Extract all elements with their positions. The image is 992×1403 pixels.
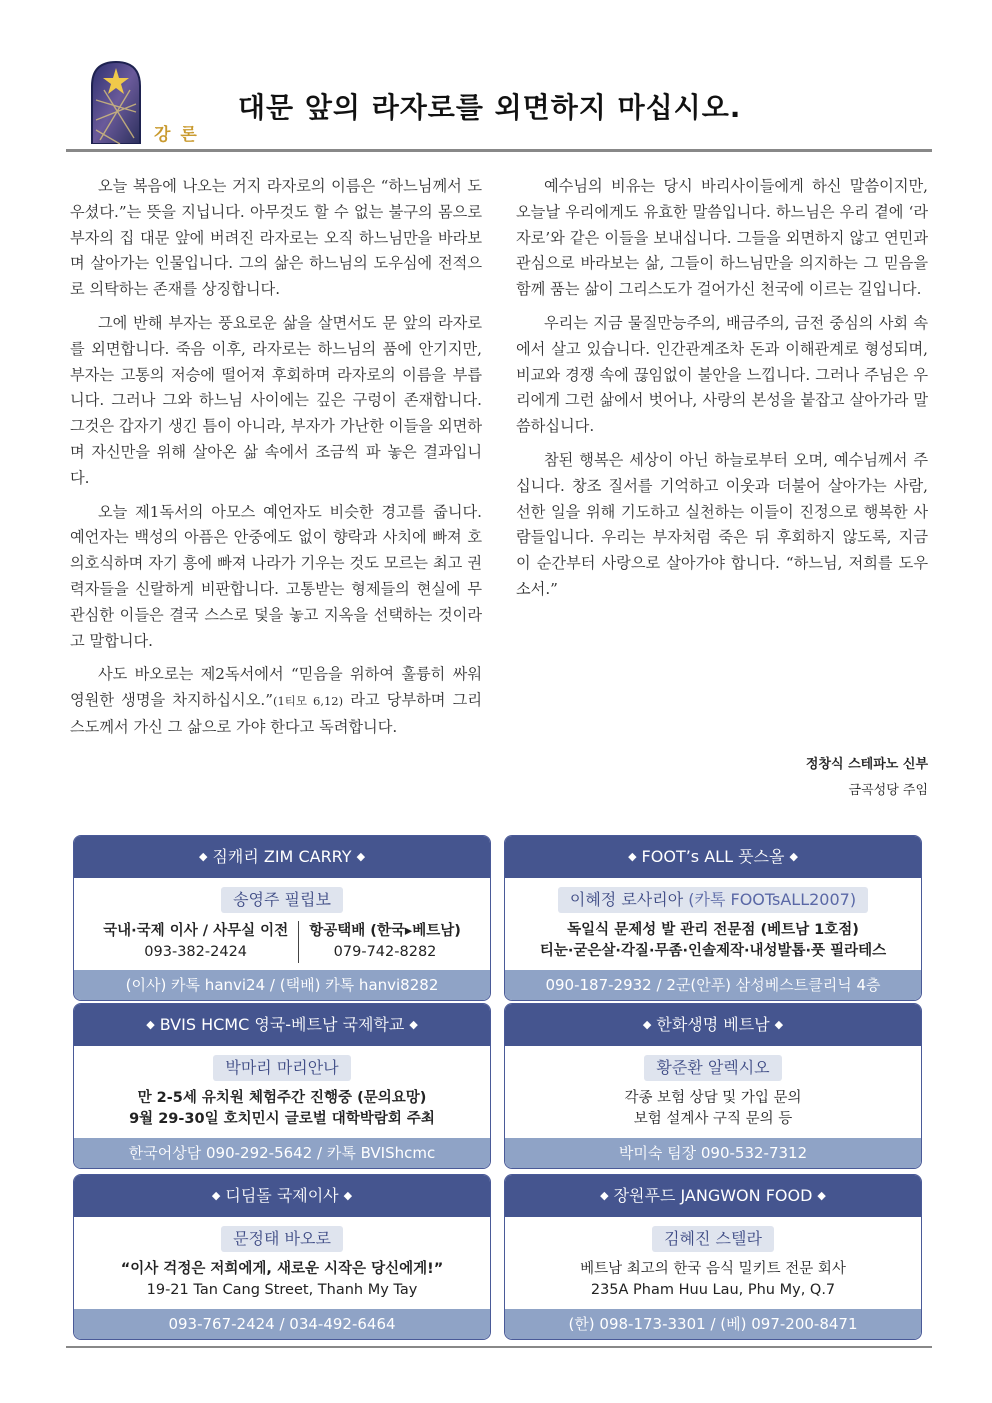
diamond-icon: ◆ (642, 1018, 652, 1031)
ad-line: 19-21 Tan Cang Street, Thanh My Tay (146, 1282, 418, 1298)
ad-line: 235A Pham Huu Lau, Phu My, Q.7 (590, 1282, 836, 1298)
diamond-icon: ◆ (600, 1189, 609, 1202)
article-paragraph: 참된 행복은 세상이 아닌 하늘로부터 오며, 예수님께서 주십니다. 창조 질서를 기억하고 이웃과 더불어 살아가는 사람, 선한 일을 위해 기도하고 실천하는 이들이 진정으로 행복한 사람들입니다. 우리는 부자처럼 죽은 뒤 후회하지 않도록, 지금 이 순간부터 사랑으로 살아가야 합니다. “하느님, 저희를 도우소서.” (516, 450, 928, 598)
ad-line: 각종 보험 상담 및 가입 문의 (624, 1090, 802, 1106)
ad-line: 독일식 문제성 발 관리 전문점 (베트남 1호점) (567, 922, 859, 938)
ad-jangwon-food (504, 1174, 922, 1340)
ad-bvis (73, 1003, 491, 1169)
ad-services (74, 921, 490, 963)
author-signature (806, 752, 928, 804)
ad-header (505, 836, 921, 878)
ad-line: 베트남 최고의 한국 음식 밀키트 전문 회사 (580, 1261, 846, 1277)
emblem-label: 강 론 (154, 125, 199, 145)
article-paragraph: 오늘 제1독서의 아모스 예언자도 비슷한 경고를 줍니다. 예언자는 백성의 아픔은 안중에도 없이 향락과 사치에 빠져 호의호식하며 자기 흥에 빠져 나라가 기우는 것도 모르는 최고 권력자들을 신랄하게 비판합니다. 고통받는 형제들의 현실에 무관심한 이들은 결국 스스로 덫을 놓고 지옥을 선택하는 것이라고 말합니다. (70, 502, 482, 650)
diamond-icon: ◆ (211, 1189, 221, 1202)
ad-title: 짐캐리 ZIM CARRY (212, 847, 352, 866)
ad-header (505, 1175, 921, 1217)
diamond-icon: ◆ (343, 1189, 353, 1202)
ad-hanwha (504, 1003, 922, 1169)
article-paragraph: 예수님의 비유는 당시 바리사이들에게 하신 말씀이지만, 오늘날 우리에게도 유효한 말씀입니다. 하느님은 우리 곁에 ‘라자로’와 같은 이들을 보내십니다. 그들을 외면하지 않고 연민과 관심으로 바라보는 삶, 그들이 하느님만을 의지하는 그 믿음을 함께 품는 삶이 그리스도가 걸어가신 천국에 이르는 길입니다. (516, 177, 928, 299)
diamond-icon: ◆ (628, 850, 637, 863)
diamond-icon: ◆ (356, 850, 366, 863)
article-left-column (70, 174, 482, 749)
ad-body (505, 1046, 921, 1138)
diamond-icon: ◆ (774, 1018, 784, 1031)
ad-zim-carry (73, 835, 491, 1001)
article-paragraph: 오늘 복음에 나오는 거지 라자로의 이름은 “하느님께서 도우셨다.”는 뜻을 지닙니다. 아무것도 할 수 없는 불구의 몸으로 부자의 집 대문 앞에 버려진 라자로는 오직 하느님만을 바라보며 살아가는 인물입니다. 그의 삶은 하느님의 도우심에 전적으로 의탁하는 존재를 상징합니다. (70, 177, 482, 299)
footer-divider (66, 1346, 932, 1348)
author-role: 금곡성당 주임 (848, 783, 928, 798)
ad-title: 장원푸드 JANGWON FOOD (613, 1186, 813, 1205)
ad-line: “이사 걱정은 저희에게, 새로운 시작은 당신에게!” (120, 1261, 444, 1277)
ad-footer: (이사) 카톡 hanvi24 / (택배) 카톡 hanvi8282 (74, 970, 490, 1000)
ad-body (74, 1046, 490, 1138)
ad-body (74, 1217, 490, 1309)
diamond-icon: ◆ (146, 1018, 155, 1031)
ad-header (74, 836, 490, 878)
diamond-icon: ◆ (789, 850, 798, 863)
ad-contact-person: 문정태 바오로 (221, 1226, 343, 1252)
stained-glass-star-icon (90, 60, 142, 144)
person-name: 이혜정 로사리아 (569, 890, 684, 909)
ad-line: 보험 설계사 구직 문의 등 (633, 1111, 793, 1127)
article-paragraph: 그에 반해 부자는 풍요로운 삶을 살면서도 문 앞의 라자로를 외면합니다. 죽음 이후, 라자로는 하느님의 품에 안기지만, 부자는 고통의 저승에 떨어져 후회하며 라자로의 이름을 부릅니다. 그러나 그와 하느님 사이에는 깊은 구렁이 존재합니다. 그것은 갑자기 생긴 틈이 아니라, 부자가 가난한 이들을 외면하며 자신만을 위해 살아온 삶 속에서 조금씩 파 놓은 결과입니다. (70, 313, 482, 487)
ad-footer: (한) 098-173-3301 / (베) 097-200-8471 (505, 1309, 921, 1339)
article-text: 사도 바오로는 제2독서에서 “믿음을 위하여 훌륭히 싸워 영원한 생명을 차지하십시오.” (70, 665, 482, 710)
scripture-reference: (1티모 6,12) (272, 694, 344, 709)
ad-footer: 한국어상담 090-292-5642 / 카톡 BVIShcmc (74, 1138, 490, 1168)
ad-phone-delivery: 079-742-8282 (333, 944, 437, 960)
author-name: 정창식 스테파노 신부 (805, 757, 928, 772)
ad-contact-person: 박마리 마리안나 (213, 1055, 350, 1081)
ad-title: BVIS HCMC 영국-베트남 국제학교 (159, 1015, 405, 1034)
header-divider (66, 149, 932, 152)
ad-contact-person: 송영주 필립보 (221, 887, 343, 913)
ad-header (505, 1004, 921, 1046)
article-text: 라고 당부하며 그리스도께서 가신 그 삶으로 가야 한다고 독려합니다. (70, 691, 482, 736)
article-right-column (516, 174, 928, 611)
ad-footer: 093-767-2424 / 034-492-6464 (74, 1309, 490, 1339)
ad-header (74, 1175, 490, 1217)
ad-body (505, 1217, 921, 1309)
ad-title: 한화생명 베트남 (656, 1015, 770, 1034)
ad-body (505, 878, 921, 970)
ad-phone-moving: 093-382-2424 (144, 944, 248, 960)
ad-header (74, 1004, 490, 1046)
ad-service-delivery: 항공택배 (한국▸베트남) (309, 923, 461, 939)
diamond-icon: ◆ (817, 1189, 826, 1202)
ad-line: 9월 29-30일 호치민시 글로벌 대학박람회 주최 (129, 1111, 435, 1127)
diamond-icon: ◆ (409, 1018, 418, 1031)
person-kakao: (카톡 FOOTsALL2007) (683, 890, 857, 909)
ad-footer: 090-187-2932 / 2군(안푸) 삼성베스트클리닉 4층 (505, 970, 921, 1000)
ad-body (74, 878, 490, 970)
article-paragraph (70, 662, 482, 740)
ad-service-moving: 국내·국제 이사 / 사무실 이전 (103, 923, 289, 939)
ad-didimdol (73, 1174, 491, 1340)
ad-footer: 박미숙 팀장 090-532-7312 (505, 1138, 921, 1168)
ad-line: 만 2-5세 유치원 체험주간 진행중 (문의요망) (137, 1090, 427, 1106)
article-paragraph: 우리는 지금 물질만능주의, 배금주의, 금전 중심의 사회 속에서 살고 있습니다. 인간관계조차 돈과 이해관계로 형성되며, 비교와 경쟁 속에 끊임없이 불안을 느낍니다. 그러나 주님은 우리에게 그런 삶에서 벗어나, 사랑의 본성을 붙잡고 살아가라 말씀하십니다. (516, 313, 928, 436)
page-title: 대문 앞의 라자로를 외면하지 마십시오. (238, 91, 742, 124)
diamond-icon: ◆ (198, 850, 208, 863)
ad-line: 티눈·굳은살·각질·무좀·인솔제작·내성발톱·풋 필라테스 (539, 943, 887, 959)
page-header (66, 58, 932, 152)
ad-title: FOOT’s ALL 풋스올 (641, 847, 785, 866)
ad-contact-person: 황준환 알렉시오 (644, 1055, 781, 1081)
ad-title: 디딤돌 국제이사 (225, 1186, 339, 1205)
ad-foots-all (504, 835, 922, 1001)
ad-contact-person: 김혜진 스텔라 (652, 1226, 774, 1252)
ad-contact-person (558, 887, 868, 913)
